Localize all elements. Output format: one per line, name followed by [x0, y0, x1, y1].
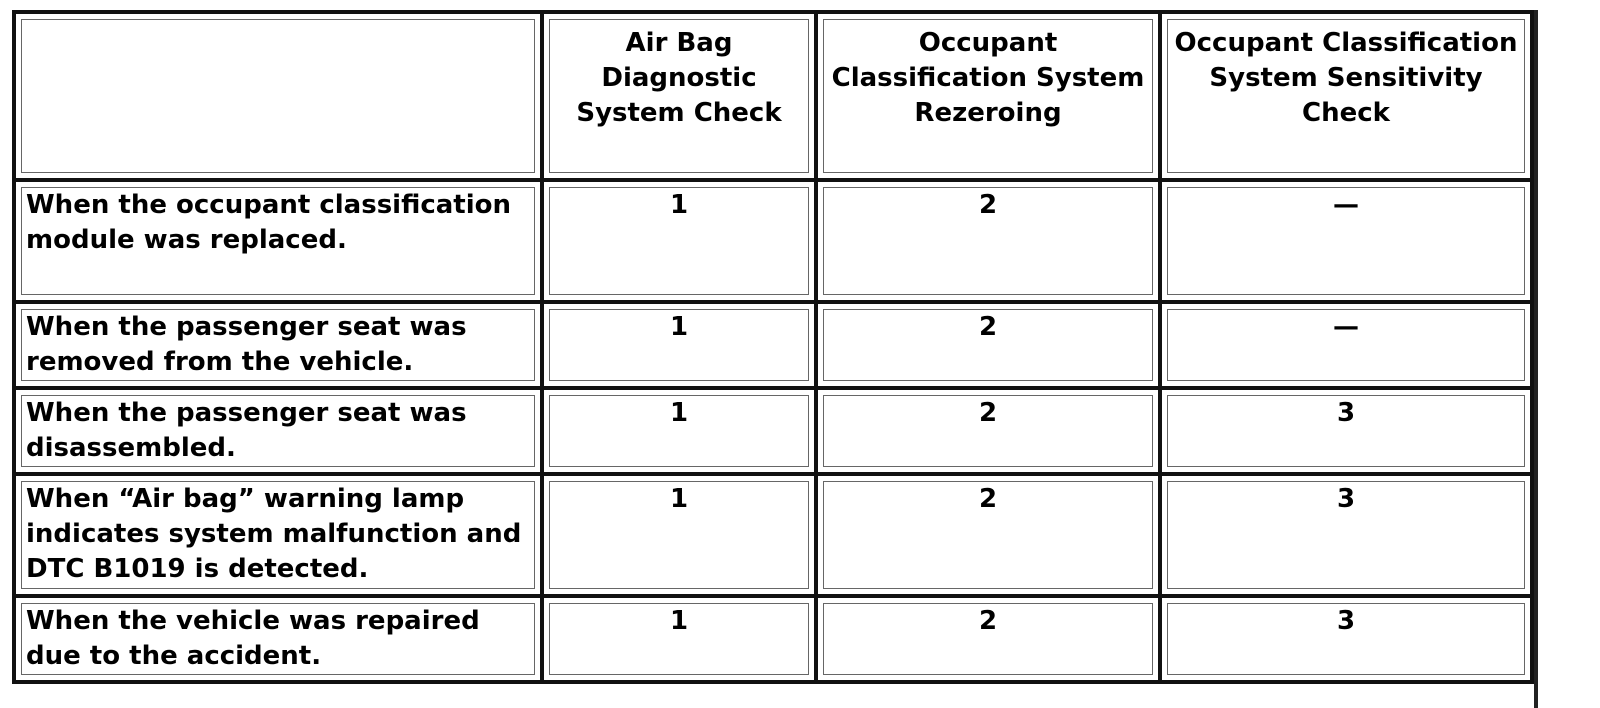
condition-cell: When the vehicle was repaired due to the accident.	[14, 596, 542, 682]
step-cell-airbag-check: 1	[542, 302, 816, 388]
header-blank-cell	[14, 12, 542, 180]
procedure-table	[12, 10, 1534, 684]
condition-cell: When the passenger seat was disassembled.	[14, 388, 542, 474]
table-row	[14, 596, 1532, 682]
header-ocs-rezeroing: Occupant Classification System Rezeroing	[816, 12, 1160, 180]
table-header-row	[14, 12, 1532, 180]
step-cell-airbag-check: 1	[542, 388, 816, 474]
step-cell-sensitivity-check: 3	[1160, 596, 1532, 682]
table-row	[14, 302, 1532, 388]
step-cell-sensitivity-check: 3	[1160, 474, 1532, 596]
step-cell-airbag-check: 1	[542, 474, 816, 596]
step-cell-sensitivity-check: 3	[1160, 388, 1532, 474]
step-cell-airbag-check: 1	[542, 180, 816, 302]
table-row	[14, 474, 1532, 596]
step-cell-rezeroing: 2	[816, 180, 1160, 302]
step-cell-sensitivity-check: —	[1160, 180, 1532, 302]
table-row	[14, 388, 1532, 474]
step-cell-rezeroing: 2	[816, 474, 1160, 596]
step-cell-rezeroing: 2	[816, 302, 1160, 388]
condition-cell: When “Air bag” warning lamp indicates system malfunction and DTC B1019 is detected.	[14, 474, 542, 596]
step-cell-airbag-check: 1	[542, 596, 816, 682]
step-cell-sensitivity-check: —	[1160, 302, 1532, 388]
page-border-rule	[1534, 10, 1538, 708]
step-cell-rezeroing: 2	[816, 388, 1160, 474]
procedure-table-container	[12, 10, 1534, 684]
condition-cell: When the occupant classification module was replaced.	[14, 180, 542, 302]
table-row	[14, 180, 1532, 302]
step-cell-rezeroing: 2	[816, 596, 1160, 682]
header-ocs-sensitivity-check: Occupant Classification System Sensitivity Check	[1160, 12, 1532, 180]
header-airbag-diagnostic-check: Air Bag Diagnostic System Check	[542, 12, 816, 180]
condition-cell: When the passenger seat was removed from the vehicle.	[14, 302, 542, 388]
